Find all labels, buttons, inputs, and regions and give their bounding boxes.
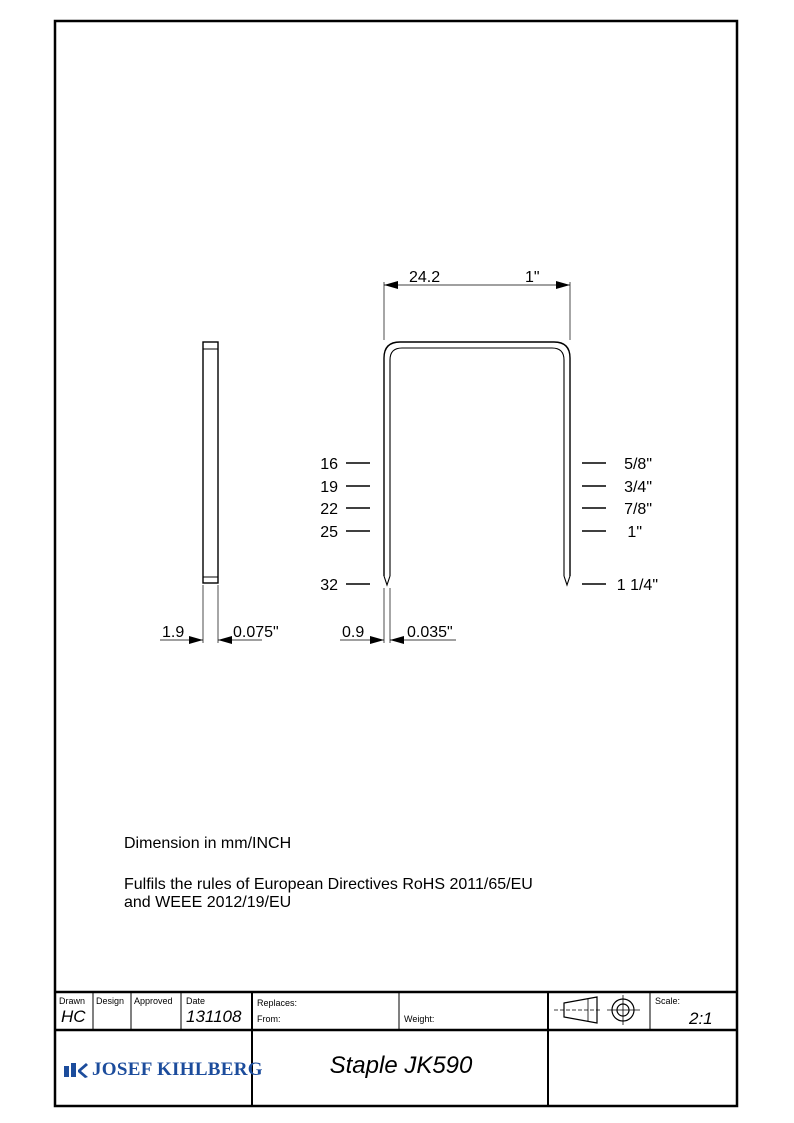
design-label: Design xyxy=(96,996,125,1006)
weight-label: Weight: xyxy=(404,1014,435,1024)
wire-inch: 0.035" xyxy=(407,624,453,641)
crown-dim-arrow-left xyxy=(384,281,398,289)
side-view-body xyxy=(203,342,218,583)
leg-length-mm: 19 xyxy=(320,479,338,496)
approved-label: Approved xyxy=(134,996,173,1006)
staple-inner-outline xyxy=(390,348,564,576)
rohs-note-line2: and WEEE 2012/19/EU xyxy=(124,894,292,911)
leg-length-mm: 25 xyxy=(320,524,338,541)
side-view xyxy=(160,342,279,644)
leg-length-mm: 32 xyxy=(320,577,338,594)
wire-dim-arrow-left xyxy=(370,636,384,644)
drawn-label: Drawn xyxy=(59,996,86,1006)
leg-length-mm: 22 xyxy=(320,501,338,518)
wire-dim-arrow-right xyxy=(390,636,404,644)
leg-length-inch: 1" xyxy=(627,524,642,541)
staple-outer-outline xyxy=(384,342,570,576)
title-block-grid xyxy=(55,992,737,1106)
leg-length-inch: 7/8" xyxy=(624,501,652,518)
side-dim-arrow-right xyxy=(218,636,232,644)
first-angle-projection-icon xyxy=(554,995,640,1025)
date-value: 131108 xyxy=(186,1007,242,1026)
scale-value: 2:1 xyxy=(689,1009,713,1028)
scale-label: Scale: xyxy=(655,996,681,1006)
front-view xyxy=(320,269,658,644)
crown-mm: 24.2 xyxy=(409,269,441,286)
left-leg-point xyxy=(384,576,390,585)
crown-inch: 1" xyxy=(525,269,540,286)
dimension-note: Dimension in mm/INCH xyxy=(124,835,292,852)
leg-length-inch: 5/8" xyxy=(624,456,652,473)
date-label: Date xyxy=(186,996,206,1006)
kihlberg-logo-icon xyxy=(64,1061,88,1079)
side-width-mm: 1.9 xyxy=(162,624,185,641)
company-name: JOSEF KIHLBERG xyxy=(92,1059,263,1080)
replaces-label: Replaces: xyxy=(257,998,298,1008)
side-dim-arrow-left xyxy=(189,636,203,644)
drawn-value: HC xyxy=(61,1007,86,1026)
right-leg-point xyxy=(564,576,570,585)
crown-dim-arrow-right xyxy=(556,281,570,289)
leg-length-inch: 3/4" xyxy=(624,479,652,496)
part-title: Staple JK590 xyxy=(329,1052,473,1079)
wire-mm: 0.9 xyxy=(342,624,365,641)
side-width-inch: 0.075" xyxy=(233,624,279,641)
leg-length-inch: 1 1/4" xyxy=(616,577,658,594)
from-label: From: xyxy=(257,1014,281,1024)
rohs-note-line1: Fulfils the rules of European Directives RoHS 2011/65/EU xyxy=(124,876,533,893)
company-logo xyxy=(64,1058,263,1082)
sheet-frame xyxy=(55,21,737,1106)
leg-length-mm: 16 xyxy=(320,456,338,473)
